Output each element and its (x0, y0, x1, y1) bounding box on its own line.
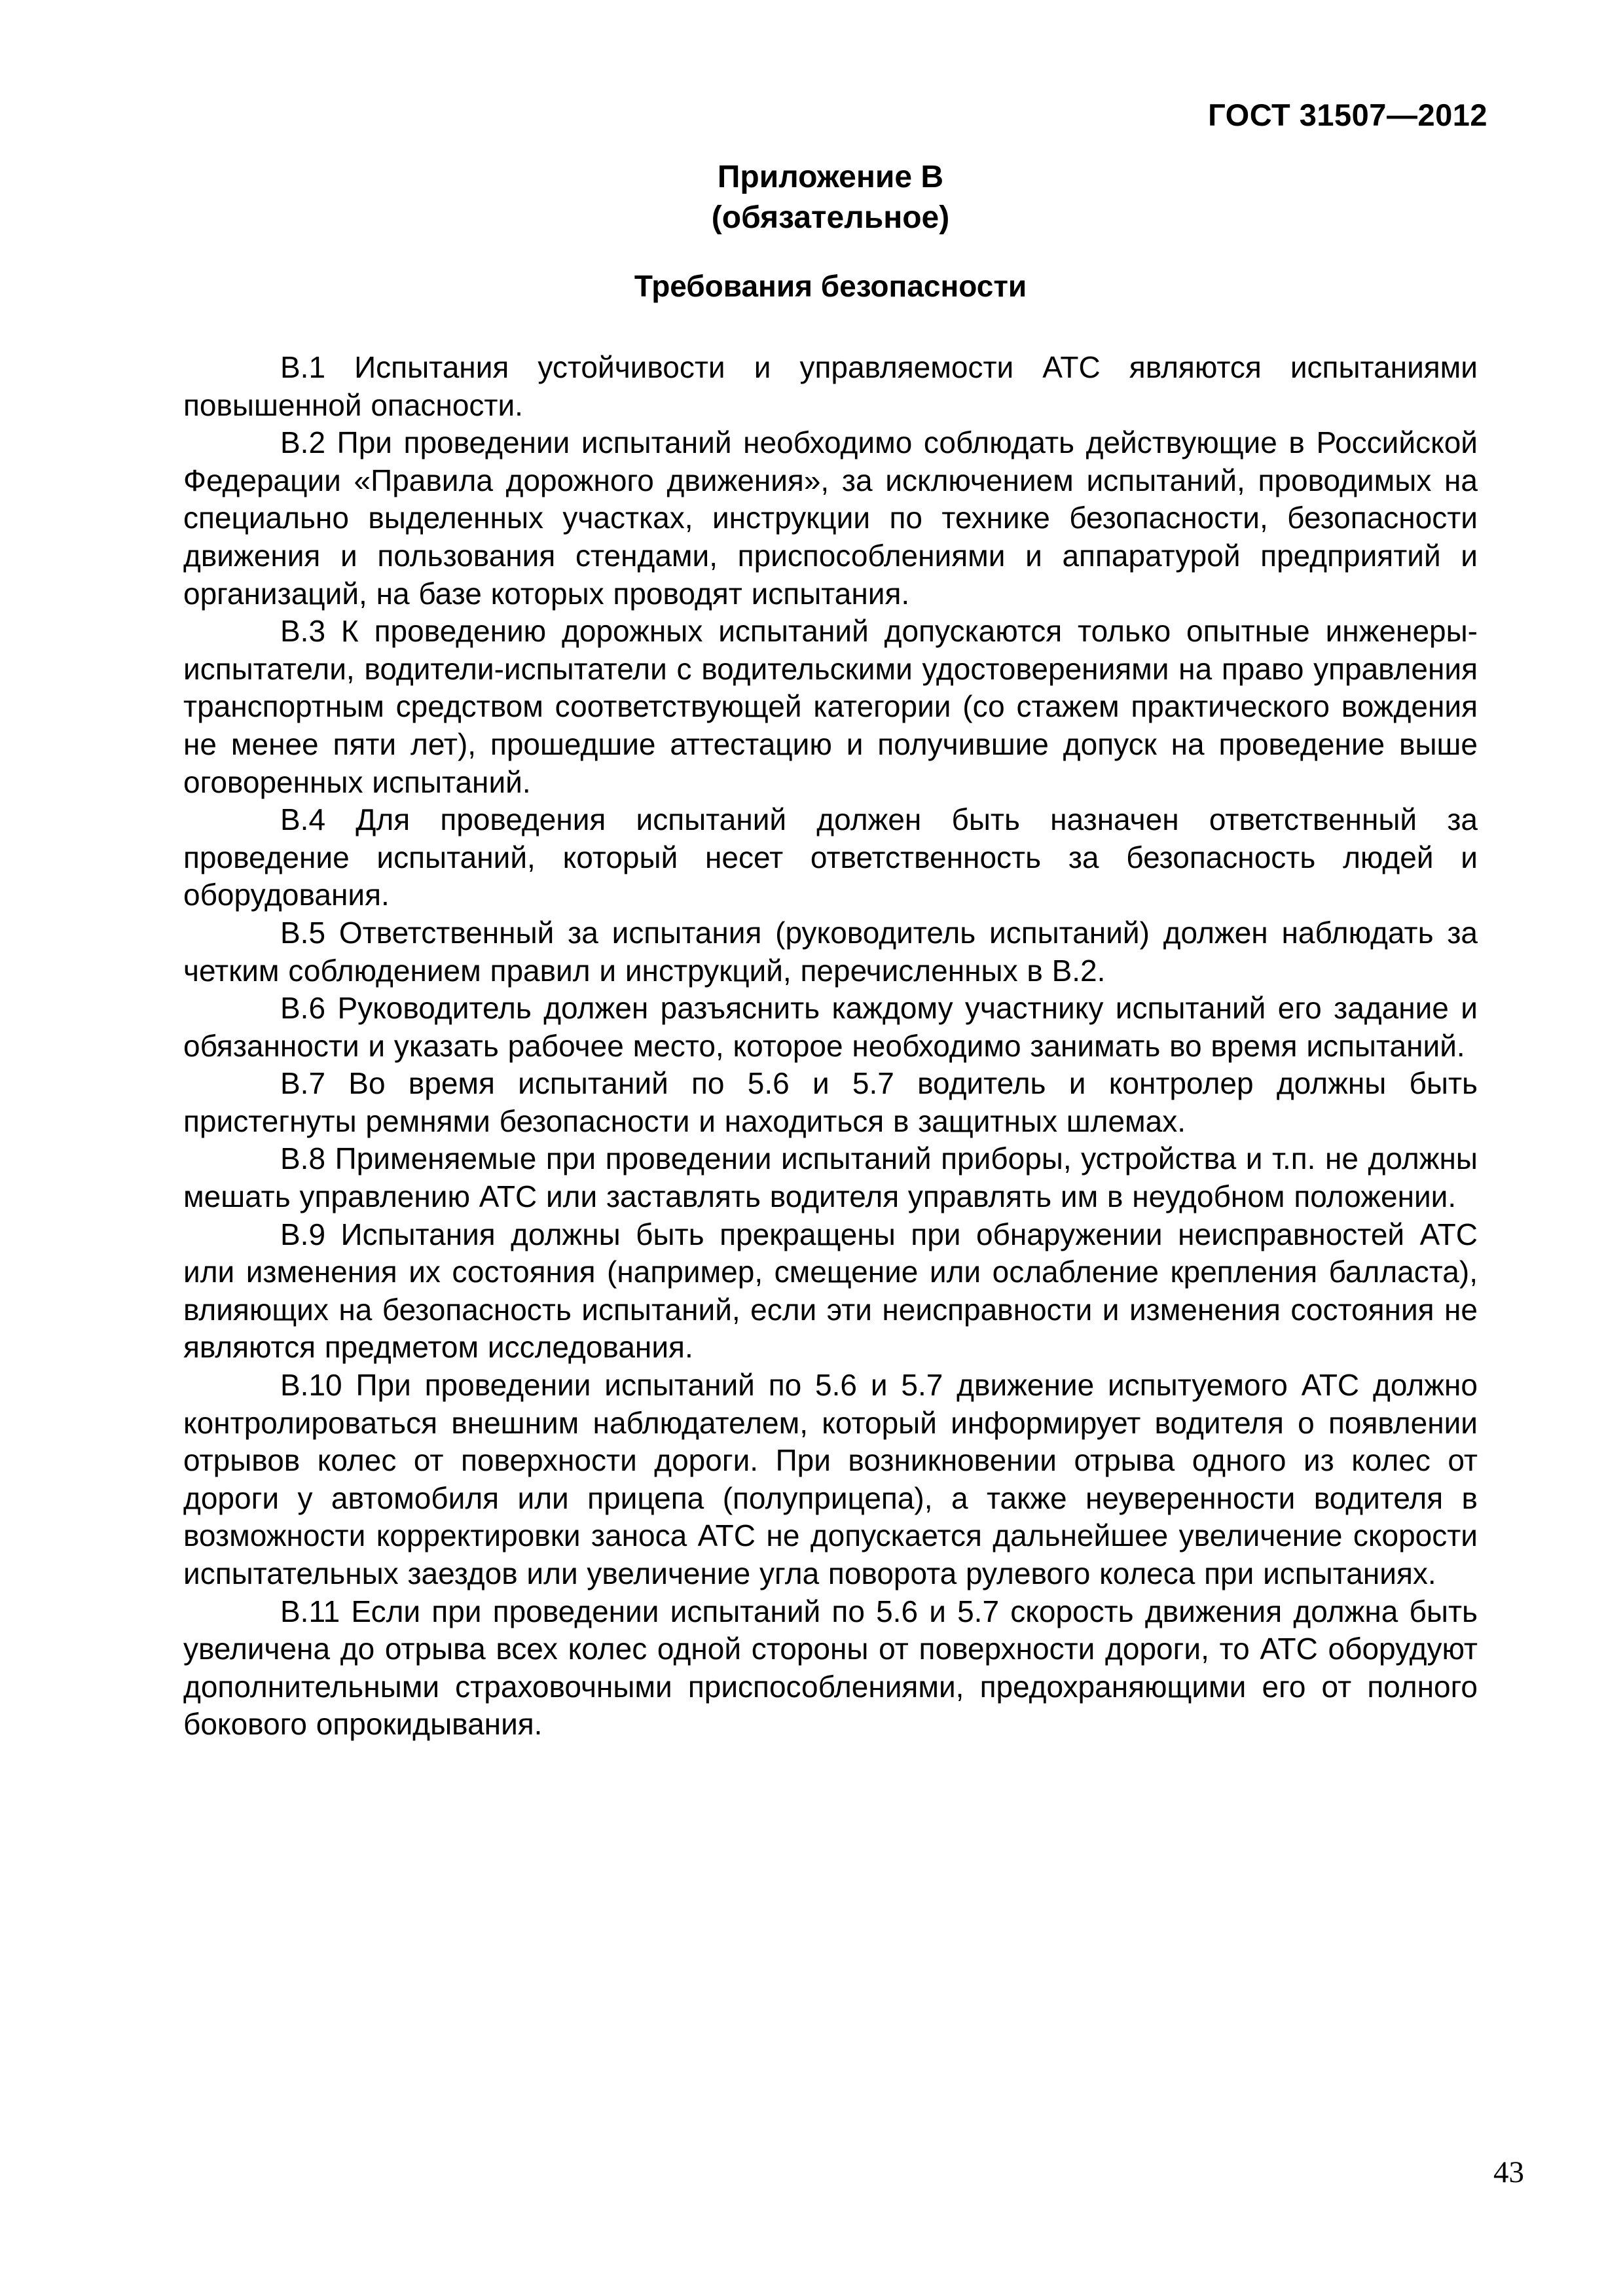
document-code-header: ГОСТ 31507—2012 (1208, 98, 1487, 132)
paragraph-b2: В.2 При проведении испытаний необходимо соблюдать действующие в Российской Федерации «Правила дорожного движения», за исключением испытаний, проводимых на специально выделенных участках, инструкции по технике безопасности, безопасности движения и пользования стендами, приспособлениями и аппаратурой предприятий и организаций, на базе которых проводят испытания. (183, 425, 1478, 611)
page-number: 43 (1493, 2155, 1524, 2189)
paragraph-b11: В.11 Если при проведении испытаний по 5.6 и 5.7 скорость движения должна быть увеличена до отрыва всех колес одной стороны от поверхности дороги, то АТС оборудуют дополнительными страховочными приспособлениями, предохраняющими его от полного бокового опрокидывания. (183, 1594, 1478, 1742)
appendix-title: Приложение В (717, 160, 944, 194)
paragraph-b4: В.4 Для проведения испытаний должен быть назначен ответственный за проведение испытаний, который несет ответственность за безопасность людей и оборудования. (183, 802, 1478, 912)
paragraph-b6: В.6 Руководитель должен разъяснить каждому участнику испытаний его задание и обязанности и указать рабочее место, которое необходимо занимать во время испытаний. (183, 991, 1478, 1063)
body-text (183, 349, 1478, 1744)
appendix-subtitle: (обязательное) (711, 200, 950, 235)
paragraph-b8: В.8 Применяемые при проведении испытаний приборы, устройства и т.п. не должны мешать управлению АТС или заставлять водителя управлять им в неудобном положении. (183, 1141, 1478, 1214)
paragraph-b3: В.3 К проведению дорожных испытаний допускаются только опытные инженеры-испытатели, водители-испытатели с водительскими удостоверениями на право управления транспортным средством соответствующей категории (со стажем практического вождения не менее пяти лет), прошедшие аттестацию и получившие допуск на проведение выше оговоренных испытаний. (183, 614, 1478, 799)
paragraph-b9: В.9 Испытания должны быть прекращены при обнаружении неисправностей АТС или изменения их состояния (например, смещение или ослабление крепления балласта), влияющих на безопасность испытаний, если эти неисправности и изменения состояния не являются предметом исследования. (183, 1217, 1478, 1365)
section-heading: Требования безопасности (634, 269, 1027, 303)
paragraph-b5: В.5 Ответственный за испытания (руководитель испытаний) должен наблюдать за четким соблюдением правил и инструкций, перечисленных в В.2. (183, 915, 1478, 988)
paragraph-b7: В.7 Во время испытаний по 5.6 и 5.7 водитель и контролер должны быть пристегнуты ремнями безопасности и находиться в защитных шлемах. (183, 1066, 1478, 1138)
appendix-title-block (183, 157, 1478, 305)
paragraph-b1: В.1 Испытания устойчивости и управляемости АТС являются испытаниями повышенной опасности. (183, 350, 1478, 422)
paragraph-b10: В.10 При проведении испытаний по 5.6 и 5.7 движение испытуемого АТС должно контролироваться внешним наблюдателем, который информирует водителя о появлении отрывов колес от поверхности дороги. При возникновении отрыва одного из колес от дороги у автомобиля или прицепа (полуприцепа), а также неуверенности водителя в возможности корректировки заноса АТС не допускается дальнейшее увеличение скорости испытательных заездов или увеличение угла поворота рулевого колеса при испытаниях. (183, 1368, 1478, 1590)
